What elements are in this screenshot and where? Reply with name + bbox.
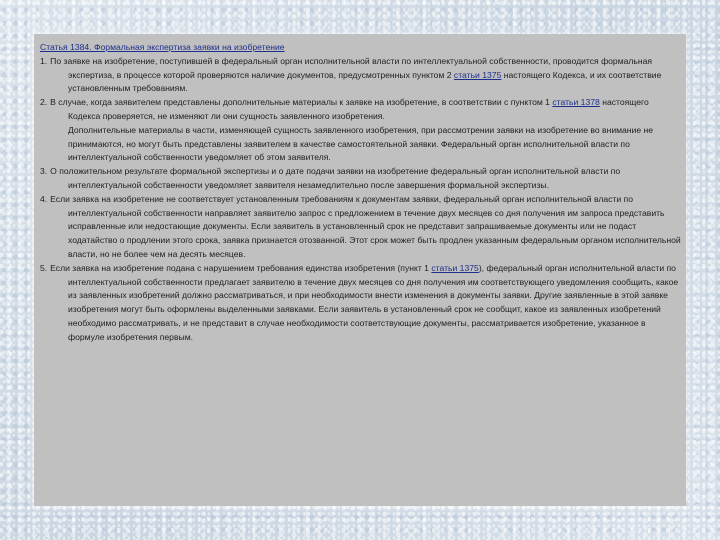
article-heading bbox=[40, 41, 682, 55]
paragraph-number: 5. bbox=[40, 262, 48, 273]
article-1375-link[interactable]: статьи 1375 bbox=[431, 262, 479, 273]
paragraph-text: О положительном результате формальной экспертизы и о дате подачи заявки на изобретение федеральный орган исполнительной власти по интеллектуальной собственности уведомляет заявителя незамедлительно после завершения формальной экспертизы. bbox=[50, 166, 621, 190]
paragraph-text: В случае, когда заявителем представлены дополнительные материалы к заявке на изобретение, в соответствии с пунктом 1 bbox=[50, 97, 553, 108]
paragraph-text: Если заявка на изобретение не соответствует установленным требованиям к документам заявки, федеральный орган исполнительной власти по интеллектуальной собственности направляет заявителю запрос с предложением в течение двух месяцев со дня получения им запроса представить исправленные или недостающие документы. Если заявитель в установленный срок не представит запрашиваемые документы или не подаст ходатайство о продлении этого срока, заявка признается отозванной. Этот срок может быть продлен указанным федеральным органом исполнительной власти, но не более чем на десять месяцев. bbox=[50, 193, 681, 259]
paragraph-text: По заявке на изобретение, поступившей в федеральный орган исполнительной власти по интеллектуальной собственности, проводится формальная экспертиза, в процессе которой проверяются наличие документов, предусмотренных пунктом 2 bbox=[50, 55, 653, 80]
paragraph-number: 2. bbox=[40, 97, 48, 108]
article-title-link[interactable]: Статья 1384. Формальная экспертиза заявки на изобретение bbox=[40, 42, 285, 52]
article-1375-link[interactable]: статьи 1375 bbox=[453, 69, 502, 80]
document-slide bbox=[34, 34, 686, 506]
article-text bbox=[40, 41, 682, 345]
paragraph-text-after: ), федеральный орган исполнительной власти по интеллектуальной собственности предлагает заявителю в течение двух месяцев со дня получения им соответствующего уведомления сообщить, какое из заявленных изобретений должно рассматриваться, и при необходимости внести изменения в документы заявки. Другие заявленные в этой заявке изобретения могут быть оформлены выделенными заявками. Если заявитель в установленный срок не сообщит, какое из заявленных изобретений необходимо рассматривать, и не представит в случае необходимости соответствующие документы, рассматривается изобретение, указанное в формуле изобретения первым. bbox=[68, 262, 679, 342]
paragraph-2 bbox=[40, 96, 682, 124]
paragraph-text: Если заявка на изобретение подана с нарушением требования единства изобретения (пункт 1 bbox=[50, 262, 432, 273]
paragraph-3 bbox=[40, 165, 682, 193]
paragraph-2-continuation: Дополнительные материалы в части, изменяющей сущность заявленного изобретения, при рассмотрении заявки на изобретение во внимание не принимаются, но могут быть представлены заявителем в качестве самостоятельной заявки. Федеральный орган исполнительной власти по интеллектуальной собственности уведомляет об этом заявителя. bbox=[68, 124, 654, 163]
paragraph-text-after: настоящего Кодекса, и их соответствие установленным требованиям. bbox=[68, 69, 662, 94]
paragraph-4 bbox=[40, 193, 682, 262]
paragraph-number: 1. bbox=[40, 55, 48, 66]
paragraph-number: 4. bbox=[40, 193, 48, 204]
paragraph-1 bbox=[40, 55, 682, 96]
paragraph-text-after: настоящего Кодекса проверяется, не изменяют ли они сущность заявленного изобретения. bbox=[68, 97, 649, 121]
paragraph-number: 3. bbox=[40, 166, 48, 177]
paragraph-5 bbox=[40, 262, 682, 345]
article-1378-link[interactable]: статьи 1378 bbox=[552, 97, 600, 108]
